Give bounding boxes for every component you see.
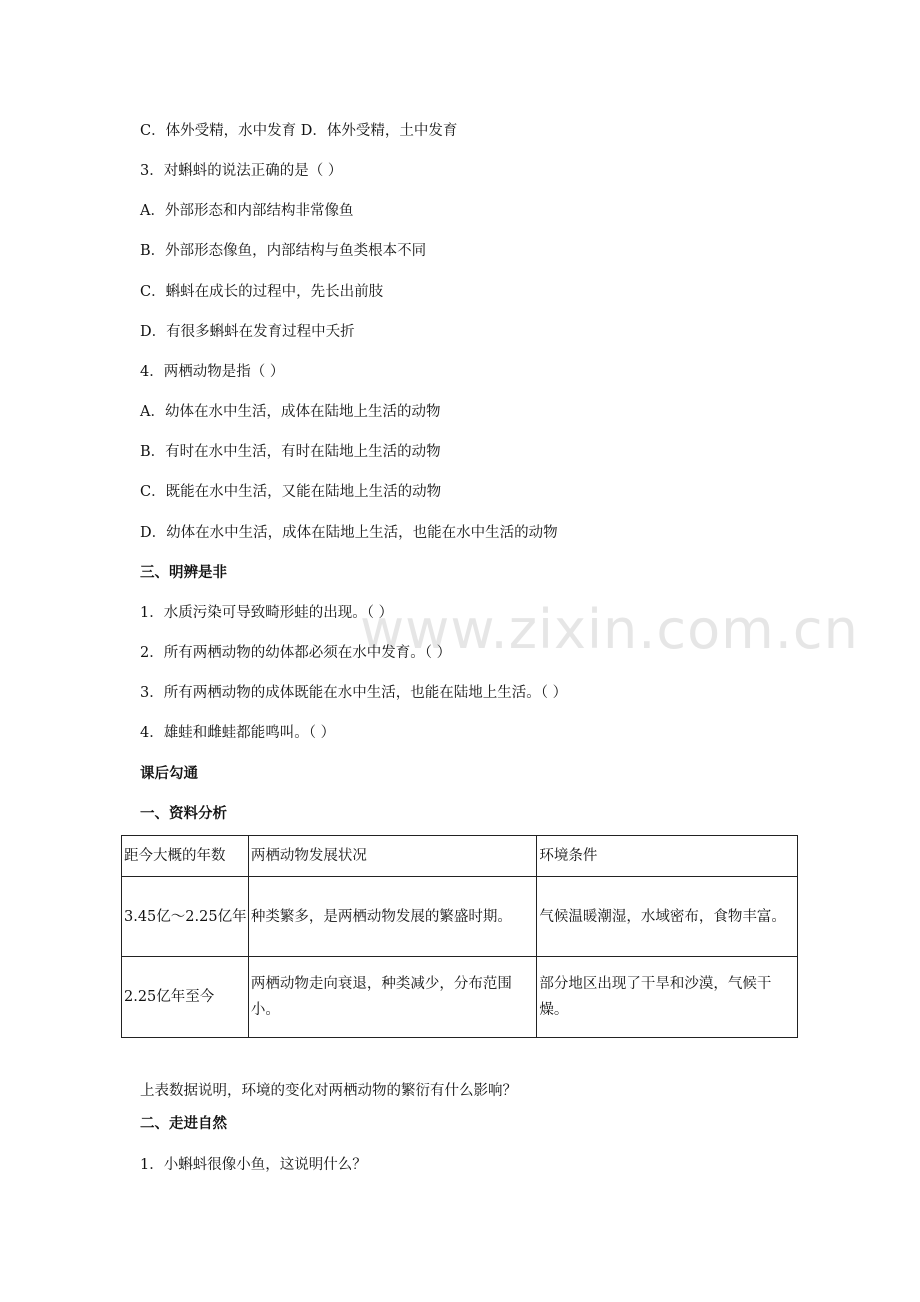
section-heading: 课后勾通: [140, 765, 198, 782]
true-false-item: 4．雄蛙和雌蛙都能鸣叫。（ ）: [140, 725, 336, 741]
question-4: 4．两栖动物是指（ ）: [140, 364, 285, 380]
option-line: C．既能在水中生活，又能在陆地上生活的动物: [140, 484, 442, 500]
table-row: [122, 877, 798, 957]
option-line: B．外部形态像鱼，内部结构与鱼类根本不同: [140, 243, 427, 259]
option-line: D．幼体在水中生活，成体在陆地上生活，也能在水中生活的动物: [140, 525, 558, 541]
section-heading: 一、资料分析: [140, 805, 227, 822]
true-false-item: 1．水质污染可导致畸形蛙的出现。（ ）: [140, 605, 394, 621]
true-false-item: 2．所有两栖动物的幼体都必须在水中发育。（ ）: [140, 645, 452, 661]
table-header-row: [122, 836, 798, 877]
option-line: C．体外受精，水中发育 D．体外受精，土中发育: [140, 123, 458, 139]
true-false-item: 3．所有两栖动物的成体既能在水中生活，也能在陆地上生活。（ ）: [140, 685, 568, 701]
watermark: www.zixin.com.cn: [360, 598, 859, 661]
question-1: 1．小蝌蚪很像小鱼，这说明什么？: [140, 1157, 367, 1173]
option-line: D．有很多蝌蚪在发育过程中夭折: [140, 324, 355, 340]
table-cell: 3.45亿～2.25亿年: [122, 877, 249, 957]
data-table: [121, 835, 798, 1038]
table-row: [122, 957, 798, 1038]
table-cell: 种类繁多，是两栖动物发展的繁盛时期。: [248, 877, 537, 957]
question-3: 3．对蝌蚪的说法正确的是（ ）: [140, 163, 343, 179]
section-heading: 二、走进自然: [140, 1115, 227, 1132]
table-cell: 部分地区出现了干旱和沙漠，气候干燥。: [537, 957, 798, 1038]
table-cell: 2.25亿年至今: [122, 957, 249, 1038]
option-line: A．幼体在水中生活，成体在陆地上生活的动物: [140, 404, 441, 420]
analysis-question: 上表数据说明，环境的变化对两栖动物的繁衍有什么影响？: [140, 1083, 517, 1099]
table-header-cell: 两栖动物发展状况: [248, 836, 537, 877]
table-cell: 两栖动物走向衰退，种类减少，分布范围小。: [248, 957, 537, 1038]
option-line: B．有时在水中生活，有时在陆地上生活的动物: [140, 444, 441, 460]
table-header-cell: 距今大概的年数: [122, 836, 249, 877]
section-heading: 三、明辨是非: [140, 564, 227, 581]
table-cell: 气候温暖潮湿，水域密布，食物丰富。: [537, 877, 798, 957]
option-line: C．蝌蚪在成长的过程中，先长出前肢: [140, 284, 384, 300]
table-header-cell: 环境条件: [537, 836, 798, 877]
option-line: A．外部形态和内部结构非常像鱼: [140, 203, 354, 219]
